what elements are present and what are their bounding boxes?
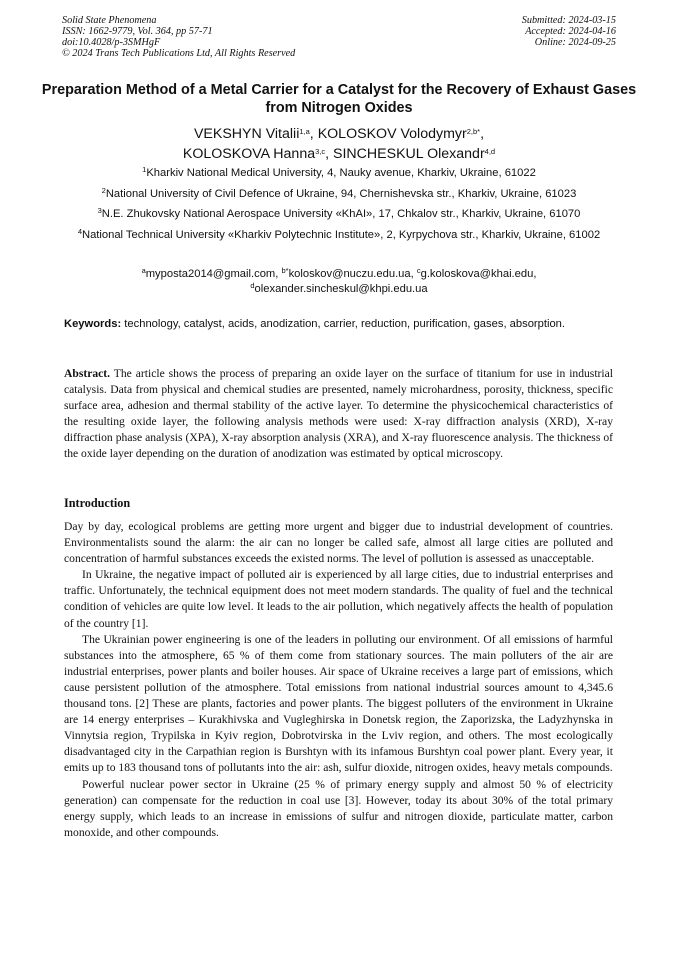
paper-title: Preparation Method of a Metal Carrier for a Catalyst for the Recovery of Exhaust Gases from Nitrogen Oxides [41, 82, 637, 116]
author: KOLOSKOV Volodymyr$^{2,b*}$, [317, 126, 485, 142]
paragraph: In Ukraine, the negative impact of polluted air is experienced by all large cities, due to industrial enterprises and traffic. Unfortunately, the technical equipment does not meet modern standards. The quality of fuel and the technical condition of vehicles are quite low level. It leads to the air pollution, which negatively affects the health of population of the country [1]. [64, 568, 613, 630]
affiliation: $^3$N.E. Zhukovsky National Aerospace University «KhAI», 17, Chkalov str., Kharkiv, Ukraine, 61070 [97, 206, 581, 220]
affiliation: $^2$National University of Civil Defence of Ukraine, 94, Chernishevska str., Kharkiv, Ukraine, 61023 [101, 185, 577, 200]
author: SINCHESKUL Olexandr$^{4,d}$ [333, 146, 496, 162]
online-date: Online: 2024-09-25 [534, 37, 616, 48]
dates-header [522, 15, 616, 48]
abstract-label: Abstract. [64, 367, 111, 380]
email-link[interactable]: $^d$olexander.sincheskul@khpi.edu.ua [250, 281, 428, 295]
issn: ISSN: 1662-9779, Vol. 364, pp 57-71 [62, 26, 213, 37]
journal-header [62, 15, 295, 59]
keywords-label: Keywords: [64, 318, 122, 330]
submitted-date: Submitted: 2024-03-15 [521, 15, 616, 26]
journal-name: Solid State Phenomena [62, 15, 157, 26]
accepted-date: Accepted: 2024-04-16 [525, 26, 616, 37]
paragraph: Day by day, ecological problems are getting more urgent and bigger due to industrial development of countries. Environmentalists sound the alarm: the air can no longer be called safe, almost all large cities are polluted and concentration of harmful substances exceeds the existed norms. The level of pollution is assessed as unacceptable. [64, 520, 613, 566]
email-link[interactable]: $^c$g.koloskova@khai.edu, [416, 266, 537, 280]
paragraph: The Ukrainian power engineering is one of the leaders in polluting our environment. Of all emissions of harmful substances into the atmosphere, 65 % of them come from stationary sources. The main polluters of the air are industrial enterprises, power plants and boiler houses. Air space of Ukraine receives a large part of emissions, which cause persistent pollution of the atmosphere. Total emissions from national industrial sources amount to 4,345.6 thousand tons. [2] These are plants, factories and power plants. The biggest polluters of the environment in Ukraine are 14 energy enterprises – Kurakhivska and Vugleghirska in Donetsk region, the Zaporizska, the Ladyzhynska in Vinnytsia region, Trypilska in Kyiv region, Dobrotvirska in the Lviv region, and others. The most ecologically disadvantaged city in the Carpathian region is Burshtyn with its infamous Burshtyn coal power plant. Every year, it emits up to 183 thousand tons of pollutants into the air: ash, sulfur dioxide, nitrogen oxides, heavy metals compounds. [64, 632, 613, 775]
author: KOLOSKOVA Hanna$^{3,c}$, [182, 146, 334, 162]
keywords [64, 317, 613, 332]
affiliation: $^4$National Technical University «Kharkiv Polytechnic Institute», 2, Kyrpychova str., Kharkiv, Ukraine, 61002 [77, 226, 601, 241]
affiliation: $^1$Kharkiv National Medical University, 4, Nauky avenue, Kharkiv, Ukraine, 61022 [142, 165, 536, 179]
keywords-text: technology, catalyst, acids, anodization, carrier, reduction, purification, gases, absorption. [121, 318, 566, 330]
author-list [40, 124, 638, 164]
introduction-body [64, 519, 613, 841]
section-heading: Introduction [64, 496, 131, 510]
copyright: © 2024 Trans Tech Publications Ltd, All Rights Reserved [62, 48, 296, 59]
doi[interactable]: doi:10.4028/p-3SMHgF [62, 37, 161, 48]
abstract-text: The article shows the process of preparing an oxide layer on the surface of titanium for use in industrial catalysis. Data from physical and chemical studies are presented, namely microhardness, porosity, thickness, specific surface area, adhesion and thermal stability of the active layer. To determine the physicochemical characteristics of the resulting oxide layer, the following analysis methods were used: X-ray diffraction analysis (XRD), X-ray diffraction phase analysis (XPA), X-ray absorption analysis (XRA), and X-ray fluorescence analysis. The thickness of the oxide layer depending on the duration of anodization was estimated by optical microscopy. [64, 367, 613, 461]
paragraph: Powerful nuclear power sector in Ukraine (25 % of primary energy supply and almost 50 % of electricity generation) can compensate for the reduction in coal use [3]. However, today its about 30% of the total primary energy supply, which leads to an increase in emissions of sulfur and nitrogen dioxide, particulate matter, carbon monoxide, and other compounds. [64, 777, 613, 839]
author-emails [50, 267, 628, 297]
author: VEKSHYN Vitalii$^{1,a}$, [193, 126, 318, 142]
affiliations [50, 166, 628, 248]
email-link[interactable]: $^{b*}$koloskov@nuczu.edu.ua, [281, 266, 417, 280]
email-link[interactable]: $^a$myposta2014@gmail.com, [141, 266, 282, 280]
abstract [64, 366, 613, 463]
